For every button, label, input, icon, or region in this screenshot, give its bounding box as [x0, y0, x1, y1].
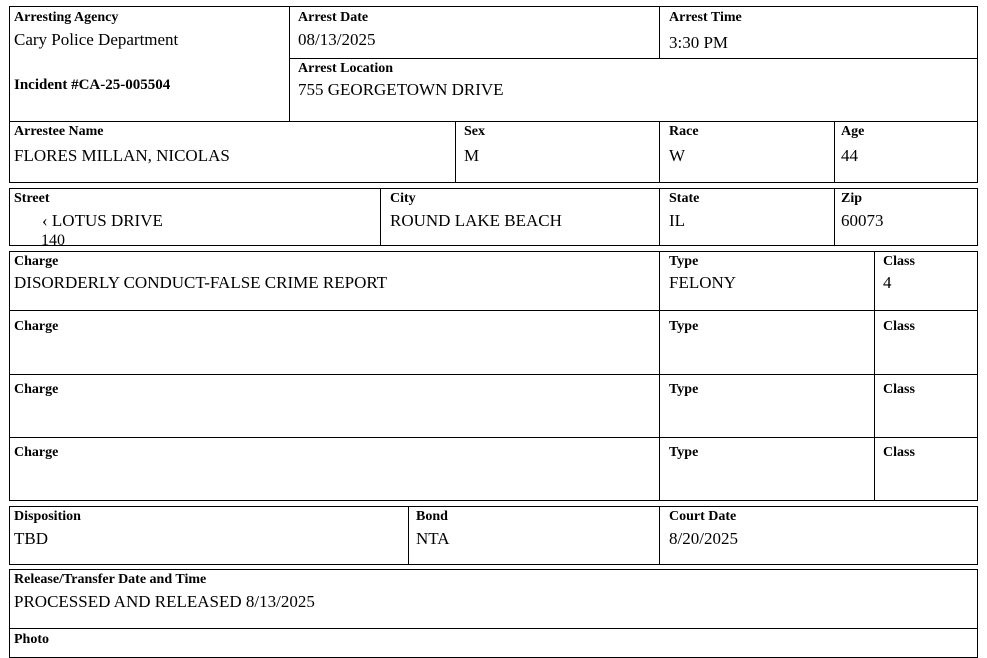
charge-4-type-cell	[659, 437, 875, 501]
sex-cell	[455, 121, 660, 183]
agency-cell	[9, 6, 290, 122]
arrest-location-value: 755 GEORGETOWN DRIVE	[298, 80, 504, 99]
release-cell	[9, 569, 978, 629]
charge-2-class-cell	[874, 310, 978, 375]
charge-1-type-cell	[659, 251, 875, 311]
charge-4-class-label: Class	[883, 445, 915, 460]
arrest-date-value: 08/13/2025	[298, 30, 376, 49]
arrest-location-cell	[289, 58, 978, 122]
charge-1-class-value: 4	[883, 273, 892, 292]
race-value: W	[669, 146, 686, 165]
street-label: Street	[14, 191, 50, 206]
charge-3-type-cell	[659, 374, 875, 438]
zip-value: 60073	[841, 211, 884, 230]
race-label: Race	[669, 124, 699, 139]
charge-1-class-cell	[874, 251, 978, 311]
charge-4-label: Charge	[14, 445, 59, 460]
release-value: PROCESSED AND RELEASED 8/13/2025	[14, 592, 315, 611]
court-date-value: 8/20/2025	[669, 529, 738, 548]
bond-label: Bond	[416, 509, 448, 524]
arrest-date-cell	[289, 6, 660, 59]
bond-cell	[408, 506, 660, 565]
street-cell	[9, 188, 381, 249]
charge-4-type-label: Type	[669, 445, 699, 460]
age-cell	[834, 121, 978, 183]
charge-1-label: Charge	[14, 254, 59, 269]
charge-2-type-cell	[659, 310, 875, 375]
city-cell	[380, 188, 660, 246]
charge-3-label: Charge	[14, 382, 59, 397]
court-date-cell	[659, 506, 978, 565]
arrest-date-label: Arrest Date	[298, 10, 369, 25]
charge-1-type-label: Type	[669, 254, 699, 269]
zip-cell	[834, 188, 978, 246]
age-value: 44	[841, 146, 858, 165]
charge-1-type-value: FELONY	[669, 273, 737, 292]
photo-label: Photo	[14, 632, 49, 647]
agency-label: Arresting Agency	[14, 10, 119, 25]
arrestee-name-label: Arrestee Name	[14, 124, 104, 139]
street-number-fragment: 140	[41, 232, 65, 249]
city-value: ROUND LAKE BEACH	[390, 211, 562, 230]
charge-1-class-label: Class	[883, 254, 915, 269]
age-label: Age	[841, 124, 865, 139]
arrest-time-value: 3:30 PM	[669, 33, 729, 52]
sex-value: M	[464, 146, 480, 165]
charge-2-cell	[9, 310, 660, 375]
charge-3-type-label: Type	[669, 382, 699, 397]
charge-2-label: Charge	[14, 319, 59, 334]
arrest-time-label: Arrest Time	[669, 10, 742, 25]
charge-3-cell	[9, 374, 660, 438]
arrestee-name-value: FLORES MILLAN, NICOLAS	[14, 146, 230, 165]
disposition-value: TBD	[14, 529, 48, 548]
charge-1-cell	[9, 251, 660, 311]
street-value: ‹ LOTUS DRIVE	[42, 211, 163, 230]
incident-number: Incident #CA-25-005504	[14, 77, 171, 93]
bond-value: NTA	[416, 529, 450, 548]
state-label: State	[669, 191, 700, 206]
charge-1-value: DISORDERLY CONDUCT-FALSE CRIME REPORT	[14, 273, 388, 292]
charge-2-class-label: Class	[883, 319, 915, 334]
charge-4-class-cell	[874, 437, 978, 501]
release-label: Release/Transfer Date and Time	[14, 572, 207, 587]
city-label: City	[390, 191, 416, 206]
disposition-cell	[9, 506, 409, 565]
court-date-label: Court Date	[669, 509, 737, 524]
sex-label: Sex	[464, 124, 485, 139]
arrest-time-cell	[659, 6, 978, 59]
arrestee-name-cell	[9, 121, 456, 183]
disposition-label: Disposition	[14, 509, 81, 524]
state-value: IL	[669, 211, 686, 230]
zip-label: Zip	[841, 191, 863, 206]
photo-cell	[9, 628, 978, 658]
arrest-location-label: Arrest Location	[298, 61, 393, 76]
charge-4-cell	[9, 437, 660, 501]
charge-3-class-cell	[874, 374, 978, 438]
state-cell	[659, 188, 835, 246]
charge-2-type-label: Type	[669, 319, 699, 334]
agency-value: Cary Police Department	[14, 30, 179, 49]
race-cell	[659, 121, 835, 183]
charge-3-class-label: Class	[883, 382, 915, 397]
